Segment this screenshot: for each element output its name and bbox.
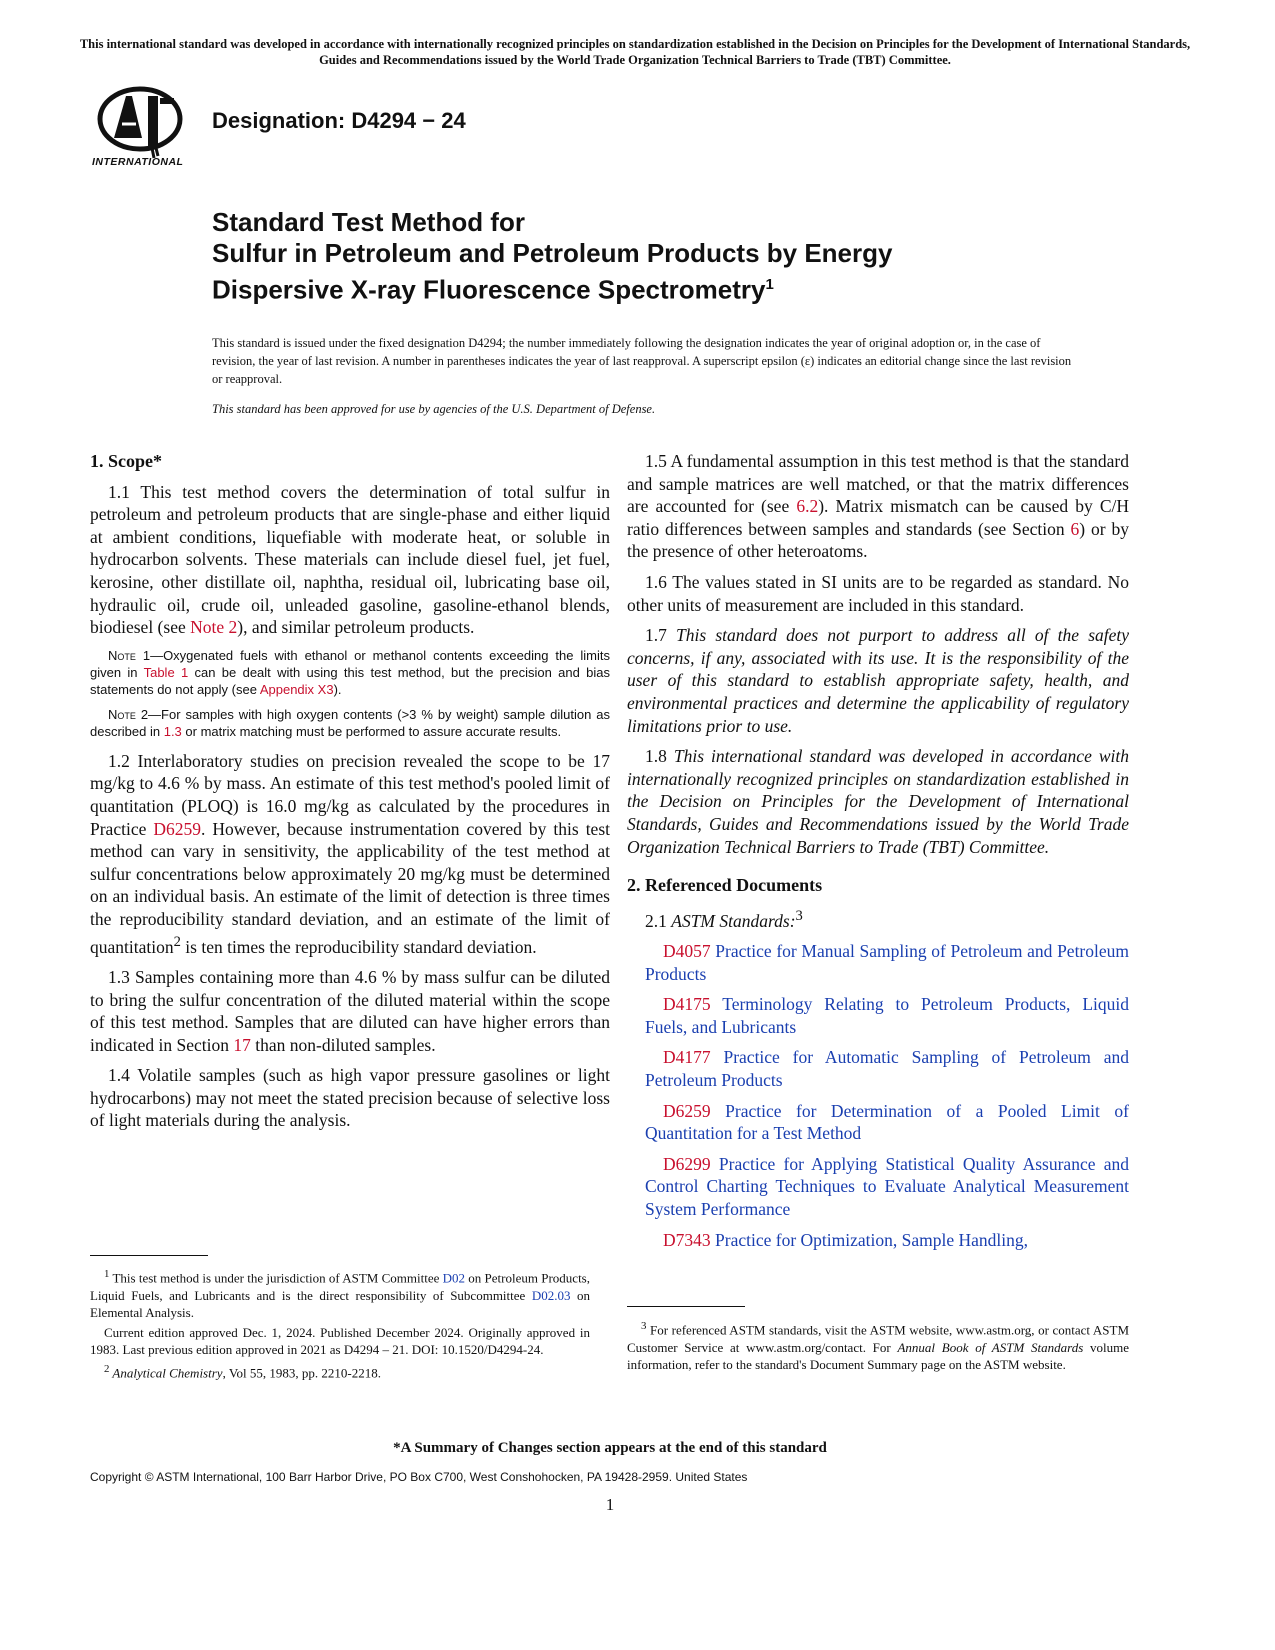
issued-note: This standard is issued under the fixed designation D4294; the number immediately following the designation indicates the year of original adoption or, in the case of revision, the year of last revision. A number in parentheses indicates the year of last reapproval. A superscript epsilon (ε) indicates an editorial change since the last revision or reapproval.	[212, 336, 1072, 386]
section-1-3-link[interactable]: 1.3	[163, 723, 182, 739]
title-line-1: Standard Test Method for	[212, 207, 525, 237]
para-1-4: 1.4 Volatile samples (such as high vapor pressure gasolines or light hydrocarbons) may not meet the stated precision because of selective loss of light materials during the analysis.	[90, 1065, 610, 1131]
references-heading: 2. Referenced Documents	[627, 875, 823, 896]
document-title	[212, 207, 1112, 306]
para-1-6: 1.6 The values stated in SI units are to be regarded as standard. No other units of measurement are included in this standard.	[627, 571, 1129, 615]
footnote-3: $^3$ For referenced ASTM standards, visit the ASTM website, www.astm.org, or contact ASTM Customer Service at www.astm.org/contact. For Annual Book of ASTM Standards volume information, refer to the standard's Document Summary page on the ASTM website.	[627, 1320, 1130, 1373]
summary-of-changes-note: *A Summary of Changes section appears at the end of this standard	[393, 1440, 827, 1456]
reference-item[interactable]: D6299 Practice for Applying Statistical Quality Assurance and Control Charting Techniques to Evaluate Analytical Measurement System Performance	[645, 1153, 1129, 1220]
scope-heading: 1. Scope*	[90, 451, 162, 471]
astm-logo	[92, 86, 192, 176]
para-1-5: 1.5 A fundamental assumption in this test method is that the standard and sample matrices are well matched, or that the matrix differences are accounted for (see 6.2). Matrix mismatch can be caused by C/H ratio differences between samples and standards (see Section 6) or by the presence of other heteroatoms.	[627, 451, 1130, 562]
para-1-8: 1.8 This international standard was developed in accordance with internationally recognized principles on standardization established in the Decision on Principles for the Development of International Standards, Guides and Recommendations issued by the World Trade Organization Technical Barriers to Trade (TBT) Committee.	[627, 746, 1130, 857]
footnote-rule-right	[627, 1306, 745, 1307]
page-number: 1	[605, 1495, 615, 1514]
logo-wordmark: INTERNATIONAL	[92, 156, 184, 168]
footnote-2: $^2$ Analytical Chemistry, Vol 55, 1983, pp. 2210-2218.	[104, 1362, 381, 1381]
para-1-3: 1.3 Samples containing more than 4.6 % by mass sulfur can be diluted to bring the sulfur concentration of the diluted material within the scope of this test method. Samples that are diluted can have higher errors than indicated in Section 17 than non-diluted samples.	[90, 966, 610, 1055]
wto-notice: This international standard was developed in accordance with internationally recognized principles on standardization established in the Decision on Principles for the Development of International Standards, Guides and Recommendations issued by the World Trade Organization Technical Barriers to Trade (TBT) Committee.	[79, 37, 1191, 67]
note-2: Note 2—For samples with high oxygen contents (>3 % by weight) sample dilution as described in 1.3 or matrix matching must be performed to assure accurate results.	[90, 706, 610, 739]
title-line-3: Dispersive X-ray Fluorescence Spectrometry$^1$	[212, 274, 774, 305]
reference-item[interactable]: D7343 Practice for Optimization, Sample Handling,	[663, 1229, 1028, 1250]
reference-item[interactable]: D6259 Practice for Determination of a Pooled Limit of Quantitation for a Test Method	[645, 1100, 1129, 1144]
para-1-1: 1.1 This test method covers the determination of total sulfur in petroleum and petroleum products that are single-phase and either liquid at ambient conditions, liquefiable with moderate heat, or soluble in hydrocarbon solvents. These materials can include diesel fuel, jet fuel, kerosine, other distillate oil, naphtha, residual oil, lubricating base oil, hydraulic oil, crude oil, unleaded gasoline, gasoline-ethanol blends, biodiesel (see Note 2), and similar petroleum products.	[90, 481, 610, 638]
left-column	[90, 450, 610, 1140]
section-17-link[interactable]: 17	[233, 1034, 251, 1055]
copyright: Copyright © ASTM International, 100 Barr Harbor Drive, PO Box C700, West Conshohocken, PA 19428-2959. United States	[90, 1470, 748, 1484]
note-2-link[interactable]: Note 2	[190, 617, 238, 638]
reference-list	[627, 940, 1129, 1251]
section-6-2-link[interactable]: 6.2	[796, 496, 819, 517]
designation: Designation: D4294 − 24	[212, 108, 466, 133]
d02-03-link[interactable]: D02.03	[531, 1287, 571, 1303]
reference-item[interactable]: D4057 Practice for Manual Sampling of Petroleum and Petroleum Products	[645, 941, 1129, 984]
astm-standards-label: 2.1 ASTM Standards:$^3$	[645, 907, 803, 931]
d02-link[interactable]: D02	[442, 1270, 466, 1286]
footnote-1-edition: Current edition approved Dec. 1, 2024. Published December 2024. Originally approved in 1983. Last previous edition approved in 2021 as D4294 – 21. DOI: 10.1520/D4294-24.	[90, 1324, 590, 1358]
para-1-7: 1.7 This standard does not purport to address all of the safety concerns, if any, associated with its use. It is the responsibility of the user of this standard to establish appropriate safety, health, and environmental practices and determine the applicability of regulatory limitations prior to use.	[627, 625, 1130, 736]
reference-item[interactable]: D4177 Practice for Automatic Sampling of Petroleum and Petroleum Products	[645, 1047, 1129, 1091]
reference-item[interactable]: D4175 Terminology Relating to Petroleum Products, Liquid Fuels, and Lubricants	[645, 994, 1129, 1037]
dod-approval-note: This standard has been approved for use by agencies of the U.S. Department of Defense.	[212, 402, 656, 416]
footnotes-right	[627, 1318, 1129, 1376]
section-6-link[interactable]: 6	[1070, 518, 1080, 539]
footnotes-left	[90, 1266, 590, 1384]
d6259-link[interactable]: D6259	[153, 818, 202, 839]
title-line-2: Sulfur in Petroleum and Petroleum Products by Energy	[212, 238, 893, 268]
footnote-rule-left	[90, 1255, 208, 1256]
para-1-2: 1.2 Interlaboratory studies on precision revealed the scope to be 17 mg/kg to 4.6 % by mass. An estimate of this test method's pooled limit of quantitation (PLOQ) is 16.0 mg/kg as calculated by the procedures in Practice D6259. However, because instrumentation covered by this test method can vary in sensitivity, the applicability of the test method at sulfur concentrations below approximately 20 mg/kg must be determined on an individual basis. An estimate of the limit of detection is three times the reproducibility standard deviation, and an estimate of the limit of quantitation$^2$ is ten times the reproducibility standard deviation.	[90, 750, 610, 957]
note-1: Note 1—Oxygenated fuels with ethanol or methanol contents exceeding the limits given in Table 1 can be dealt with using this test method, but the precision and bias statements do not apply (see Appendix X3).	[90, 647, 610, 697]
appendix-x3-link[interactable]: Appendix X3	[259, 681, 334, 697]
table-1-link[interactable]: Table 1	[143, 664, 189, 680]
footnote-1: $^1$ This test method is under the jurisdiction of ASTM Committee D02 on Petroleum Products, Liquid Fuels, and Lubricants and is the direct responsibility of Subcommittee D02.03 on Elemental Analysis.	[90, 1268, 590, 1321]
title-footnote-mark: 1	[765, 276, 774, 293]
right-column	[627, 450, 1129, 1259]
